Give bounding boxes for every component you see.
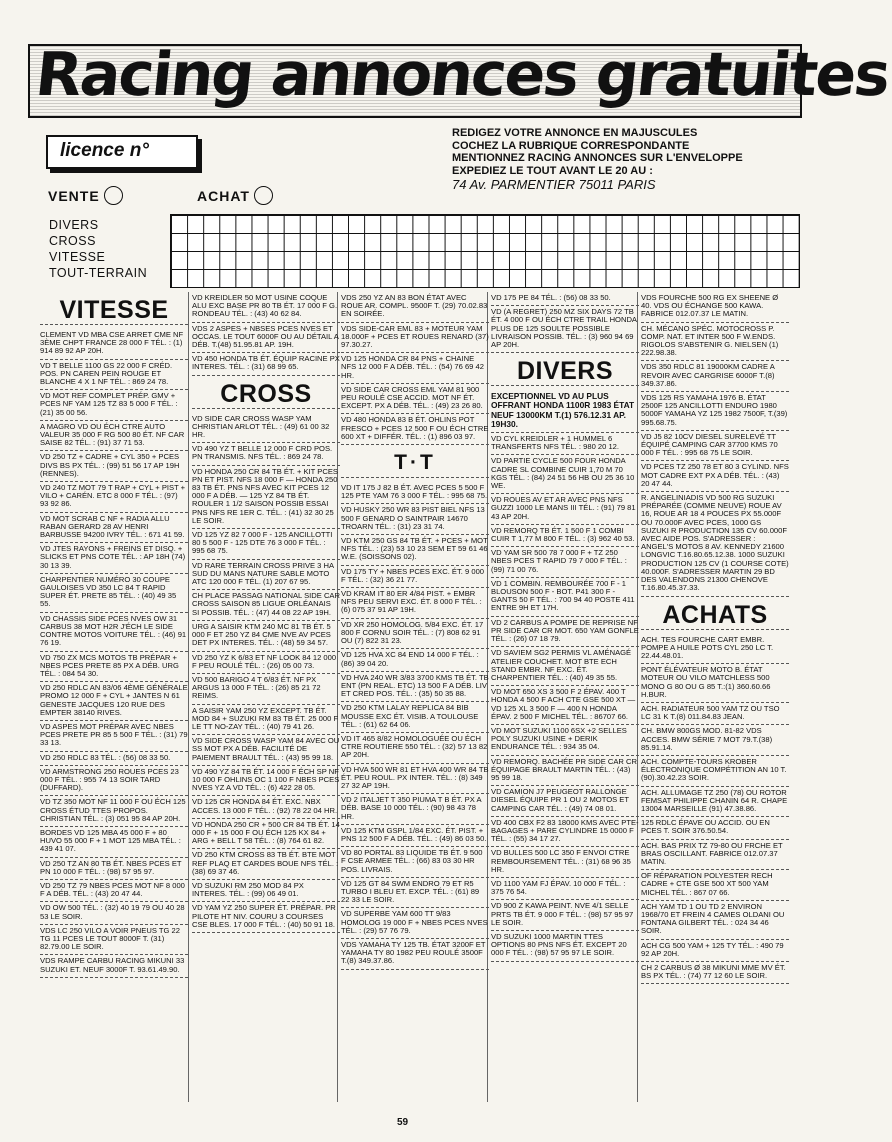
classified-ad: VD 250 TZ 79 NBES PCES MOT NF 8 000 F A DÉB. TÉL. : (43) 20 47 44. — [40, 880, 188, 902]
classified-ad: VD MOT SUZUKI 1100 6SX +2 SELLES POLY SUZUKI USINE + DERIK ENDURANCE TÉL. : 934 35 04. — [491, 725, 639, 756]
instruction-line: COCHEZ LA RUBRIQUE CORRESPONDANTE — [452, 139, 690, 152]
ads-column-4 — [491, 292, 639, 962]
category-list — [49, 217, 147, 281]
classified-ad: VD HONDA 250 CR + 500 CR 84 TB ÉT. 14 000 F + 15 000 F OU ÉCH 125 KX 84 + ARG + BELL T 58 TÉL. : (8) 764 61 82. — [192, 819, 340, 850]
category-tout-terrain[interactable]: TOUT-TERRAIN — [49, 266, 148, 280]
classified-ad: VD HONDA 250 CR 84 TB ÉT. + KIT PCES PN ET PIST. NFS 18 000 F — HONDA 250 83 TB ÉT. PNS NFS AVEC KIT PCES 12 000 F A DÉB. — 125 YZ 84 TB ÉT. ROULER 1 1/2 SAISON POSSIB ESSAI PNS NFS RE 1ER C. TÉL. : (41) 32 30 25 LE SOIR. — [192, 466, 340, 529]
ads-column-2 — [192, 292, 340, 933]
vente-label: VENTE — [48, 188, 100, 204]
category-divers[interactable]: DIVERS — [49, 218, 99, 232]
classified-ad: VD ARMSTRONG 250 ROUES PCES 23 000 F TÉL. : 955 74 13 SOIR TARD (DUFFARD). — [40, 766, 188, 797]
classified-ad: VD T BELLE 1100 GS 22 000 F CRÉD. POS. PN CAREN PEIN ROUGE ET BLANCHE 4 X 1 NF TÉL. : 869 24 78. — [40, 360, 188, 391]
classified-ad: ACH. RADIATEUR 500 YAM TZ OU TSO LC 31 K T.(8) 011.84.83 JEAN. — [641, 703, 789, 725]
classified-ad: VD JTES RAYONS + FREINS ET DISQ. + SLICKS ET PNS COTE TÉL. : AP 18H (74) 30 13 39. — [40, 543, 188, 574]
section-heading: CROSS — [192, 380, 340, 409]
classified-ad: VD SUZUKI RM 250 MOD 84 PX INTERES. TÉL. : (99) 06 49 01. — [192, 880, 340, 902]
classified-ad: VD 490 YZ T BELLE 12 000 F CRD POS. PN TRANSMIS. NFS TÉL. : 869 24 78. — [192, 443, 340, 465]
classified-ad: EXCEPTIONNEL VD AU PLUS OFFRANT HONDA 1100R 1983 ÉTAT NEUF 13000KM T.(1) 576.12.31 AP. 19H30. — [491, 390, 639, 433]
classified-ad: VD ASPES MOT PRÉPAR AVEC NBES PCES PRETE PR 85 5 500 F TÉL. : (31) 79 33 13. — [40, 721, 188, 752]
classified-ad: VD SUPERBE YAM 600 TT 9/83 HOMOLOG 19 000 F + NBES PCES NVES TÉL. : (29) 57 76 79. — [341, 908, 489, 939]
classified-ad: VDS 350 RDLC 81 19000KM CADRE A REVOIR AVEC CARGRISE 6000F T.(8) 349.37.86. — [641, 361, 789, 392]
ads-column-5 — [641, 292, 789, 984]
classified-ad: VD 125 GT 84 SWM ENDRO 79 ET R5 TURBO I BLEU ET. EXCP. TÉL. : (61) 89 22 33 LE SOIR. — [341, 878, 489, 909]
classified-ad: VD J5 82 10CV DIESEL SURELEVÉ TT ÉQUIPÉ CAMPING CAR 37700 KMS 70 000 F TÉL. : 995 68 75 LE SOIR. — [641, 431, 789, 462]
classified-ad: CLEMENT VD MBA CSE ARRET CME NF 3ÈME CHPT FRANCE 28 000 F TÉL. : (1) 914 89 92 AP 20H. — [40, 329, 188, 360]
classified-ad: ACH. BAS PRIX TZ 79-80 OU FRCHE ET BRAS OSCILLANT. FABRICE 012.07.37 MATIN. — [641, 840, 789, 871]
classified-ad: VD XR 250 HOMOLOG. 5/84 EXC. ÉT. 17 800 F CORNU SOIR TÉL. : (7) 808 62 91 OU (7) 822 31 23. — [341, 619, 489, 650]
classified-ad: VD HUSKY 250 WR 83 PIST BIEL NFS 13 500 F GENARD O SAINTPAIR 14670 TROARN TÉL. : (31) 23 31 74. — [341, 504, 489, 535]
classified-ad: VD REMORQ TB ÉT. 1 500 F 1 COMBI CUIR T 1,77 M 800 F TÉL. : (3) 962 40 53. — [491, 525, 639, 547]
classified-ad: VDS 250 YZ AN 83 BON ÉTAT AVEC ROUE AR. COMPL. 9500F T. (29) 70.02.83 EN SOIRÉE. — [341, 292, 489, 323]
classified-ad: VD ROUES AV ET AR AVEC PNS NFS GUZZI 1000 LE MANS III TÉL. : (91) 79 81 43 AP 20H. — [491, 494, 639, 525]
licence-number-box[interactable] — [46, 135, 198, 169]
classified-ad: VDS FOURCHE 500 RG EX SHEENE Ø 40. VDS OU ÉCHANGE 500 KAWA. FABRICE 012.07.37 LE MATIN. — [641, 292, 789, 323]
column-divider — [188, 292, 189, 1102]
classified-ad: ACH CG 500 YAM + 125 TY TÉL. : 490 79 92 AP 20H. — [641, 940, 789, 962]
classified-ad: VD SAVIEM SG2 PERMIS VL AMÉNAGÉ ATELIER COUCHET. MOT BTE ECH STAND EMBR. NF EXC. ÉT. CHARPENTIER TÉL. : (40) 49 35 55. — [491, 647, 639, 686]
classified-ad: VD MOT 650 XS 3 500 F 2 ÉPAV. 400 T HONDA 4 500 F ACH CTE GSE 500 XT — VD 125 XL 3 500 F — 400 N HONDA ÉPAV. 2 500 F MICHEL TÉL. : 86707 66. — [491, 686, 639, 725]
classified-ad: VD 250 KTM CROSS 83 TB ÉT. BTE MOT REF PLAQ ET CARDES BOUE NFS TÉL. : (38) 69 37 46. — [192, 849, 340, 880]
classified-ad: VD 250 RDLC 83 TÉL. : (56) 08 33 50. — [40, 752, 188, 766]
achat-checkbox[interactable] — [254, 186, 273, 205]
classified-ad: VD 175 PE 84 TÉL. : (56) 08 33 50. — [491, 292, 639, 306]
classified-ad: VD RARE TERRAIN CROSS PRIVE 3 HA SUD DU MANS NATURE SABLE MOTO ATC 120 000 F TÉL. (1) 207 67 95. — [192, 560, 340, 591]
classified-ad: VD 125 YZ 82 7 000 F - 125 ANCILLOTTI 80 5 500 F - 125 DTE 76 3 000 F TÉL. : 995 68 75. — [192, 529, 340, 560]
classified-ad: VD IT 175 J 82 B ÉT. AVEC PCES 5 500 F 125 PTE YAM 76 3 000 F TÉL. : 995 68 75. — [341, 482, 489, 504]
classified-ad: VD 125 CR HONDA 84 ÉT. EXC. NBX ACCES. 13 000 F TÉL. : (92) 78 22 04 HR. — [192, 796, 340, 818]
classified-ad: VD HVA 500 WR 81 ET HVA 400 WR 84 TB ÉT. PEU ROUL. PX INTER. TÉL. : (8) 349 27 32 AP 19H. — [341, 764, 489, 795]
classified-ad: VD KREIDLER 50 MOT USINE COQUE ALU EXC BASE PR 80 TB ÉT. 17 000 F G. RONDEAU TÉL. : (43) 40 62 84. — [192, 292, 340, 323]
category-vitesse[interactable]: VITESSE — [49, 250, 106, 264]
classified-ad: VD 250 KTM LALAY REPLICA 84 BIB MOUSSE EXC ÉT. VISIB. A TOULOUSE TÉL. : (61) 62 64 06. — [341, 702, 489, 733]
vente-checkbox[interactable] — [104, 186, 123, 205]
page-title: Racing annonces gratuites — [32, 40, 892, 110]
classified-ad: VD 450 HONDA TB ÉT. ÉQUIP RACINE PX INTERES. TÉL. : (31) 68 99 65. — [192, 353, 340, 375]
ads-column-3 — [341, 292, 489, 970]
classified-ad: VD 125 HONDA CR 84 PNS + CHAINE NFS 12 000 F A DÉB. TÉL. : (54) 76 69 42 HR. — [341, 353, 489, 384]
classified-ad: OF RÉPARATION POLYESTER RECH CADRE + CTE GSE 500 XT 500 YAM MICHEL TÉL. : 867 07 66. — [641, 870, 789, 901]
achat-label: ACHAT — [197, 188, 250, 204]
classified-ad: CH. BMW 800GS MOD. 81-82 VDS ACCES. BMW SÉRIE 7 MOT 79.T.(38) 85.91.14. — [641, 725, 789, 756]
section-heading: DIVERS — [491, 357, 639, 386]
classified-ad: VDS 125 RS YAMAHA 1976 B. ÉTAT 2500F 125 ANCILLOTTI ENDURO 1980 5000F YAMAHA YZ 125 1982 7500F, T.(39) 995.68.75. — [641, 392, 789, 431]
classified-ad: VD 175 TY + NBES PCES EXC. ÉT. 9 000 F TÉL. : (32) 36 21 77. — [341, 566, 489, 588]
category-cross[interactable]: CROSS — [49, 234, 96, 248]
classified-ad: VD 2 CARBUS A POMPE DE REPRISE NF PR SIDE CAR CR MOT. 650 YAM GONFLE TÉL. : (26) 07 18 79. — [491, 617, 639, 648]
classified-ad: VD 2 ITALJET T 350 PIUMA T B ÉT. PX A DÉB. BASE 10 000 TÉL. : (90) 98 43 78 HR. — [341, 794, 489, 825]
classified-ad: VD TZ 350 MOT NF 11 000 F OU ÉCH 125 CROSS ÉTUD TTES PROPOS. CHRISTIAN TÉL. : (3) 051 95 84 AP 20H. — [40, 796, 188, 827]
classified-ad: VD 490 YZ 84 TB ÉT. 14 000 F ÉCH SP NF 10 000 F OHLINS OC 1 100 F NBES PCES NVES YZ A VD TÉL. : (6) 422 28 05. — [192, 766, 340, 797]
classified-ad: VD (A REGRET) 250 MZ SIX DAYS 72 TB ÉT. 4 000 F OU ÉCH CTRE TRAIL HONDA PLUS DE 125 SOULTE POSSIBLE LIVRAISON POSSIB. TÉL. : (3) 960 94 69 AP 20H. — [491, 306, 639, 353]
classified-ad: VD 250 TZ AN 80 TB ÉT. NBES PCES ET PN 10 000 F TÉL. : (98) 57 95 97. — [40, 858, 188, 880]
classified-ad: A MAGRO VD OU ÉCH CTRE AUTO VALEUR 35 000 F RG 500 80 ÉT. NF CAR SAISE 82 TÉL. : (91) 37 71 53. — [40, 421, 188, 452]
classified-ad: CH PLACE PASSAG NATIONAL SIDE CAR CROSS SAISON 85 LIGUE ORLÉANAIS SI POSSIB. TÉL. : (47) 44 08 22 AP 19H. — [192, 590, 340, 621]
section-heading: T·T — [341, 449, 489, 478]
vente-option[interactable] — [48, 186, 123, 205]
classified-ad: ACH YAM TD 1 OU TD 2 ENVIRON 1968/70 ET FREIN 4 CAMES OLDANI OU FONTANA GILBERT TÉL. : 024 34 46 SOIR. — [641, 901, 789, 940]
classified-ad: VD 750 ZX MCS MOTOS TB PRÉPAR + NBES PCES PRETE 85 PX A DÉB. URG TÉL. : 084 54 30. — [40, 652, 188, 683]
classified-ad: VD YAM SR 500 78 7 000 F + TZ 250 NBES PCES T RAPID 79 7 000 F TÉL. : (99) 71 00 76. — [491, 547, 639, 578]
classified-ad: VD SIDE CROSS WASP YAM 84 AVEC OU SS MOT PX A DÉB. FACILITÉ DE PAIEMENT BRAULT TÉL. : (43) 95 99 18. — [192, 735, 340, 766]
classified-ad: BORDES VD 125 MBA 45 000 F + 80 HUVO 55 000 F + 1 MOT 125 MBA TÉL. : 439 41 07. — [40, 827, 188, 858]
instruction-line: EXPEDIEZ LE TOUT AVANT LE 20 AU : — [452, 164, 653, 177]
classified-ad: VD MOT SCRAB C NF + RADIA ALLU RABAN GERARD 28 AV HENRI BARBUSSE 94200 IVRY TÉL. : 671 41 59. — [40, 513, 188, 544]
section-heading: ACHATS — [641, 601, 789, 630]
classified-ad: VD IT 465 8/82 HOMOLOGUÉE OU ÉCH CTRE ROUTIERE 550 TÉL. : (32) 57 13 82 AP 20H. — [341, 733, 489, 764]
title-banner — [28, 40, 892, 118]
ad-writing-grid[interactable] — [170, 214, 800, 288]
classified-ad: VD CAMION J7 PEUGEOT RALLONGE DIESEL ÉQUIPE PR 1 OU 2 MOTOS ET CAMPING CAR TÉL. : (49) 74 08 01. — [491, 786, 639, 817]
mailing-address: 74 Av. PARMENTIER 75011 PARIS — [452, 177, 656, 192]
classified-ad: VD 400 CBX F2 83 18000 KMS AVEC PTE-BAGAGES + PARE CYLINDRE 15 0000 F TÉL. : (55) 34 17 27. — [491, 817, 639, 848]
classified-ad: CH. MÉCANO SPÉC. MOTOCROSS P. COMP. NAT. ET INTER 500 F W.ENDS. RIGOLOS S'ABSTENIR G. NIELSEN (1) 222.98.38. — [641, 323, 789, 362]
classified-ad: VD 1100 YAM FJ ÉPAV. 10 000 F TÉL. : 375 76 54. — [491, 878, 639, 900]
classified-ad: VD 250 TZ + CADRE + CYL 350 + PCES DIVS BS PX TÉL. : (99) 51 56 17 AP 19H (RENNES). — [40, 451, 188, 482]
classified-ad: VD SUZUKI 1000 MARTIN TTES OPTIONS 80 PNS NFS ÉT. EXCEPT 20 000 F TÉL. : (98) 57 95 97 LE SOIR. — [491, 931, 639, 962]
classified-ad: VDS 2 ASPES + NBSES PCES NVES ET OCCAS. LE TOUT 6000F OU AU DÉTAIL A DÉB. T.(48) 51.95.81 AP. 19H. — [192, 323, 340, 354]
licence-label: licence n° — [60, 140, 149, 161]
classified-ad: 125 RDLC ÉPAVE OU ACCID. OU EN PCES T. SOIR 376.50.54. — [641, 817, 789, 839]
classified-ad: VDS YAMAHA TY 125 TB. ÉTAT 3200F ET YAMAHA TY 80 1982 PEU ROULÉ 3500F T.(8) 349.37.86. — [341, 939, 489, 970]
classified-ad: CH 2 CARBUS Ø 38 MIKUNI MME MV ÉT. BS PX TÉL. : (74) 77 12 60 LE SOIR. — [641, 962, 789, 984]
classified-ad: VD OW 500 TÉL. : (32) 40 19 79 OU 40 28 53 LE SOIR. — [40, 902, 188, 924]
classified-ad: VD SIDE CAR CROSS WASP YAM CHRISTIAN ARLOT TÉL. : (49) 61 00 32 HR. — [192, 413, 340, 444]
classified-ad: VD 900 Z KAWA PEINT. NVE 4/1 SELLE PRTS TB ÉT. 9 000 F TÉL. : (98) 57 95 97 LE SOIR. — [491, 900, 639, 931]
classified-ad: VD 1 COMBIN. REMBOURÉE 700 F - 1 BLOUSON 500 F - BOT. P41 300 F - GANTS 50 F TÉL. : 700 94 40 POSTE 411 ENTRE 9H ET 17H. — [491, 578, 639, 617]
classified-ad: VD SIDE CAR CROSS EML YAM 81 900 PEU ROULÉ CSE ACCID. MOT NF ÉT. EXCEPT. PX A DÉB. TÉL. : (49) 23 26 80. — [341, 384, 489, 415]
classified-ad: VD 125 HVA XC 84 END 14 000 F TÉL. : (86) 39 04 20. — [341, 649, 489, 671]
classified-ad: ACH. COMPTE-TOURS KROBER ÉLECTRONIQUE COMPÉTITION AN 10 T.(90).30.42.23 SOIR. — [641, 756, 789, 787]
classified-ad: VD 500 BARIGO 4 T 6/83 ÉT. NF PX ARGUS 13 000 F TÉL. : (26) 85 21 72 REIMS. — [192, 674, 340, 705]
classified-ad: VD YAM YZ 250 SUPER ÉT. PRÉPAR. PR PILOTE HT NIV. COURU 3 COURSES CSE BLES. 17 000 F TÉL. : (40) 50 91 18. — [192, 902, 340, 933]
instruction-line: MENTIONNEZ RACING ANNONCES SUR L'ENVELOPPE — [452, 152, 743, 164]
classified-ad: ACH. ALLUMAGE TZ 250 (78) OU ROTOR FEMSAT PHILIPPE CHANIN 64 R. CHAPE 13004 MARSEILLE (91) 47.38.86. — [641, 787, 789, 818]
classified-ad: VD 80 PORTAL 83 LIQUIDE TB ÉT. 9 500 F CSE ARMEE TÉL. : (66) 83 03 30 HR POS. LIVRAIS. — [341, 847, 489, 878]
classified-ad: CHARPENTIER NUMÉRO 30 COUPE GAULOISES VD 350 LC 84 T RAPID SUPER ÉT. PRETE 85 TÉL. : (40) 49 35 55. — [40, 574, 188, 613]
classified-ad: VD KTM 250 GS 84 TB ÉT. + PCES + MOT NFS TÉL. : (23) 53 10 23 SEM ET 59 61 46 W.E. (SOISSONS 02). — [341, 535, 489, 566]
classified-ad: VDS LC 250 VILO A VOIR PNEUS TG 22 TG 11 PCES LE TOUT 8000F T. (31) 82.79.00 LE SOIR. — [40, 925, 188, 956]
classified-ad: VDS RAMPE CARBU RACING MIKUNI 33 SUZUKI ET. NEUF 3000F T. 93.61.49.90. — [40, 955, 188, 977]
classified-ad: VD REMORQ. BACHÉE PR SIDE CAR CR ÉQUIPAGE BRAULT MARTIN TÉL. : (43) 95 99 18. — [491, 756, 639, 787]
classified-ad: VD PCES TZ 250 78 ET 80 3 CYLIND. NFS MOT CADRE EXT PX A DÉB. TÉL. : (43) 20 47 44. — [641, 461, 789, 492]
classified-ad: VD CYL KREIDLER + 1 HUMMEL 6 TRANSFERTS NFS TÉL. : 980 20 12. — [491, 433, 639, 455]
ads-column-1 — [40, 292, 188, 978]
classified-ad: VD 250 RDLC AN 83/06 4ÈME GÉNÉRALE PROMO 12 000 F + CYL + JANTES N 61 GENESTE JACQUES 120 RUE DES EMPTER 38140 RIVES. — [40, 682, 188, 721]
classified-ad: PONT ÉLÉVATEUR MOTO B. ÉTAT MOTEUR OU VILO MATCHLESS 500 MONO G 80 OU G 85 T.:(1) 360.60.66 H.BUR. — [641, 664, 789, 703]
achat-option[interactable] — [197, 186, 273, 205]
classified-ad: VD CHASSIS SIDE PCES NVES OW 31 CARBUS 38 MOT H2R J'ÉCH LE SIDE CONTRE MOTOS VOITURE TÉL. : (46) 91 76 19. — [40, 613, 188, 652]
classified-ad: VD 480 HONDA 83 B ÉT. OHLINS POT FRESCO + PCES 12 500 F OU ÉCH CTRE 600 XT + DIFFÉR. TÉL. : (1) 896 03 97. — [341, 414, 489, 445]
instructions-block — [452, 127, 792, 192]
classified-ad: ACH. TES FOURCHE CART EMBR. POMPE A HUILE POTS CYL 250 LC T. 22.44.48.01. — [641, 634, 789, 665]
section-heading: VITESSE — [40, 296, 188, 325]
classified-ad: VD 240 TZ MOT 79 T RAP + CYL + PIST + VILO + CARÉN. ETC 8 000 F TÉL. : (97) 93 92 86. — [40, 482, 188, 513]
classified-ad: A SAISIR YAM 250 YZ EXCEPT. TB ÉT. MOD 84 + SUZUKI RM 83 TB ÉT. 25 000 F LE TT NO-ZAY TÉL. : (40) 79 41 26. — [192, 705, 340, 736]
classified-ad: URG A SAISIR KTM 240 MC 81 TB ÉT. 5 000 F ET 250 YZ 84 CME NVE AV PCES DET PX INTERES. TÉL. : (48) 59 34 57. — [192, 621, 340, 652]
classified-ad: VD HVA 240 WR 3/83 3700 KMS TB ÉT. TB ENT (PN REAL. ETC) 13 500 F A DÉB. LIV ET CRED POS. TÉL. : (35) 50 35 88. — [341, 672, 489, 703]
page-number: 59 — [397, 1117, 409, 1128]
classified-ad: VD 250 YZ K 6/83 ET NF LOOK 84 12 000 F PEU ROULÉ TÉL. : (26) 05 00 73. — [192, 652, 340, 674]
instruction-line: REDIGEZ VOTRE ANNONCE EN MAJUSCULES — [452, 127, 698, 139]
classified-ad: VD MOT REF COMPLET PRÉP. GMV + PCES NF YAM 125 TZ 83 5 000 F TÉL. : (21) 35 00 56. — [40, 390, 188, 421]
classified-ad: VDS SIDE-CAR EML 83 + MOTEUR YAM 18.000F + PCES ET ROUES RENARD (37) 97.30.27. — [341, 323, 489, 354]
classified-ad: VD BULLES 500 LC 350 F ENVOI CTRE REMBOURSEMENT TÉL. : (31) 68 96 35 HR. — [491, 847, 639, 878]
classified-ad: VD 125 KTM GSPL 1/84 EXC. ÉT. PIST. + PNS 12 500 F A DÉB. TÉL. : (49) 86 03 50. — [341, 825, 489, 847]
classified-ad: VD PARTIE CYCLE 500 FOUR HONDA CADRE SL COMBINE CUIR 1,70 M 70 KGS TÉL. : (84) 24 51 56 HB OU 25 36 10 WE. — [491, 455, 639, 494]
classified-ad: R. ANGELINIADIS VD 500 RG SUZUKI PRÉPARÉE (COMME NEUVE) ROUE AV 16, ROUE AR 18 4 POUCES PX 55.000F OU 70.000F AVEC PCES, 1000 GS SUZUKI R PRODUCTION 135 CV 60.000F AVEC AIDE POS. S'ADRESSER : ANGEL'S MOTOS 8 AV. KENNEDY 21600 LONGVIC T.16.80.65.12.38. 1000 SUZUKI PRODUCTION 125 CV (1 COURSE COTE) 40.000F. S'ADRESSER MARTIN 29 BD DES VALENDONS 21300 CHENOVE T.16.80.45.37.33. — [641, 492, 789, 596]
classified-ad: VD KRAM IT 80 ER 4/84 PIST. + EMBR NFS PEU SERVI EXC. ÉT. 8 000 F TÉL. : (6) 075 37 91 AP 19H. — [341, 588, 489, 619]
